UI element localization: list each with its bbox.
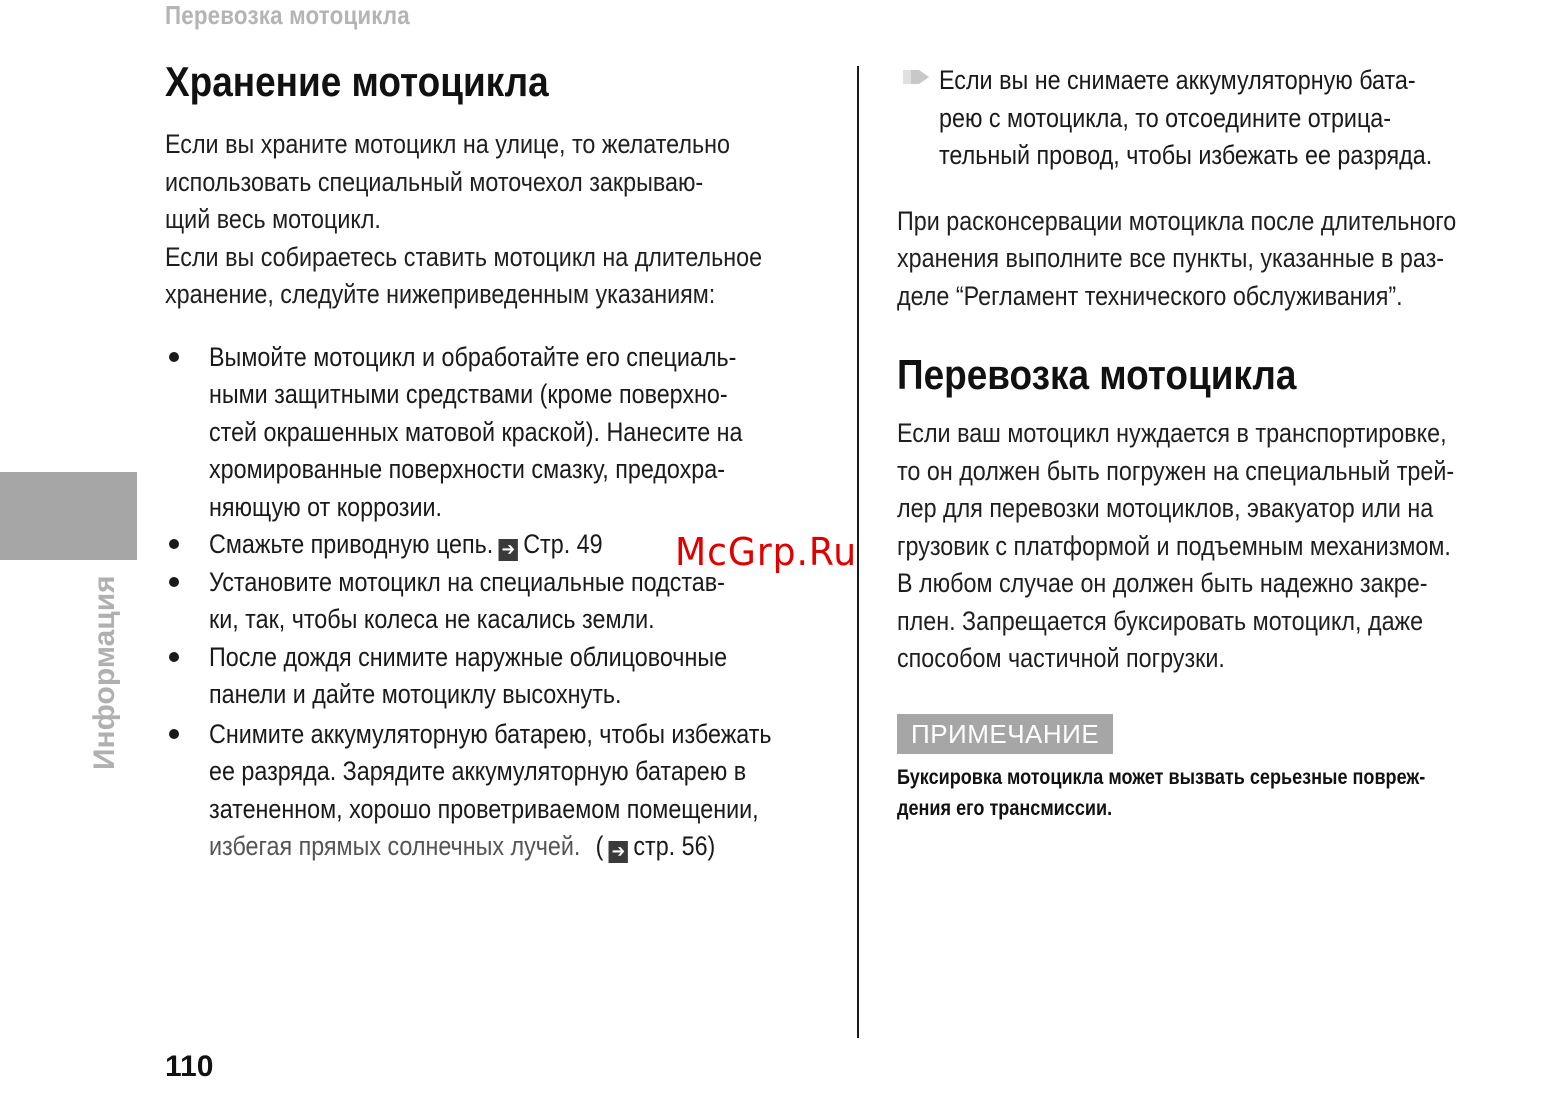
list-item [165, 639, 855, 714]
para-line: плен. Запрещается буксировать мотоцикл, даже [897, 605, 1424, 636]
running-head: Перевозка мотоцикла [165, 0, 410, 30]
right-column [897, 62, 1537, 824]
page-ref-arrow-icon: ➔ [609, 841, 628, 863]
bullet-line: ее разряда. Зарядите аккумуляторную батарею в [209, 756, 747, 786]
bullet-line: Установите мотоцикл на специальные подстав- [209, 566, 725, 597]
bullet-line: После дождя снимите наружные облицовочные [209, 641, 728, 672]
bullet-line: Смажьте приводную цепь. [209, 529, 494, 559]
transport-title: Перевозка мотоцикла [897, 351, 1297, 398]
bullet-line: избегая прямых солнечных лучей. [209, 831, 581, 861]
bullet-line: хромированные поверхности смазку, предохра- [209, 454, 725, 484]
battery-tip [897, 62, 1537, 175]
column-divider [857, 66, 859, 1038]
bullet-line: няющую от коррозии. [209, 491, 443, 522]
storage-title: Хранение мотоцикла [165, 58, 549, 105]
recommission-paragraph [897, 203, 1460, 316]
para-line: При расконсервации мотоцикла после длительного [897, 205, 1457, 236]
page-number: 110 [165, 1050, 214, 1083]
intro-line: щий весь мотоцикл. [165, 204, 381, 234]
page-ref-link[interactable]: стр. 56) [633, 831, 716, 861]
intro-line: хранение, следуйте нижеприведенным указаниям: [165, 279, 716, 309]
tip-line: рею с мотоцикла, то отсоедините отрица- [939, 102, 1392, 133]
storage-intro [165, 126, 772, 314]
tip-line: Если вы не снимаете аккумуляторную бата- [939, 65, 1416, 95]
flag-icon [901, 68, 931, 86]
bullet-line: ки, так, чтобы колеса не касались земли. [209, 604, 655, 634]
bullet-line: панели и дайте мотоциклу высохнуть. [209, 679, 622, 709]
bullet-line: затененном, хорошо проветриваемом помещении, [209, 793, 759, 824]
bullet-icon [169, 729, 179, 739]
transport-paragraph [897, 415, 1460, 678]
left-column [165, 58, 858, 866]
note-line: Буксировка мотоцикла может вызвать серьезные повреж- [897, 764, 1426, 789]
intro-line: Если вы храните мотоцикл на улице, то желательно [165, 129, 730, 159]
para-line: В любом случае он должен быть надежно закре- [897, 568, 1428, 598]
para-line: то он должен быть погружен на специальный трей- [897, 455, 1455, 486]
note-line: дения его трансмиссии. [897, 795, 1113, 820]
para-line: Если ваш мотоцикл нуждается в транспортировке, [897, 418, 1447, 448]
storage-bullet-list [165, 339, 858, 866]
bullet-line: Вымойте мотоцикл и обработайте его специаль- [209, 341, 737, 372]
section-label: Информация [88, 575, 121, 770]
bullet-icon [169, 577, 179, 587]
para-line: лер для перевозки мотоциклов, эвакуатор или на [897, 493, 1434, 523]
bullet-icon [169, 352, 179, 362]
para-line: способом частичной погрузки. [897, 643, 1225, 673]
watermark: McGrp.Ru [675, 530, 858, 574]
note-badge: ПРИМЕЧАНИЕ [897, 714, 1113, 754]
intro-line: использовать специальный моточехол закрываю- [165, 166, 704, 197]
para-line: деле “Регламент технического обслуживания”. [897, 280, 1403, 311]
page-ref-arrow-icon: ➔ [499, 539, 518, 561]
ref-paren: ( [595, 831, 604, 861]
tip-line: тельный провод, чтобы избежать ее разряда. [939, 140, 1433, 170]
page-ref-link[interactable]: Стр. 49 [523, 529, 603, 559]
intro-line: Если вы собираетесь ставить мотоцикл на длительное [165, 241, 763, 272]
para-line: грузовик с платформой и подъемным механизмом. [897, 530, 1451, 561]
bullet-icon [169, 652, 179, 662]
section-tab [0, 472, 137, 560]
bullet-line: Снимите аккумуляторную батарею, чтобы избежать [209, 718, 772, 749]
list-item [165, 339, 855, 527]
para-line: хранения выполните все пункты, указанные в раз- [897, 243, 1445, 273]
bullet-line: ными защитными средствами (кроме поверхно- [209, 379, 728, 409]
list-item [165, 564, 855, 639]
list-item [165, 716, 855, 866]
bullet-line: стей окрашенных матовой краской). Нанесите на [209, 416, 743, 447]
note-text [897, 762, 1435, 824]
bullet-icon [169, 539, 179, 549]
